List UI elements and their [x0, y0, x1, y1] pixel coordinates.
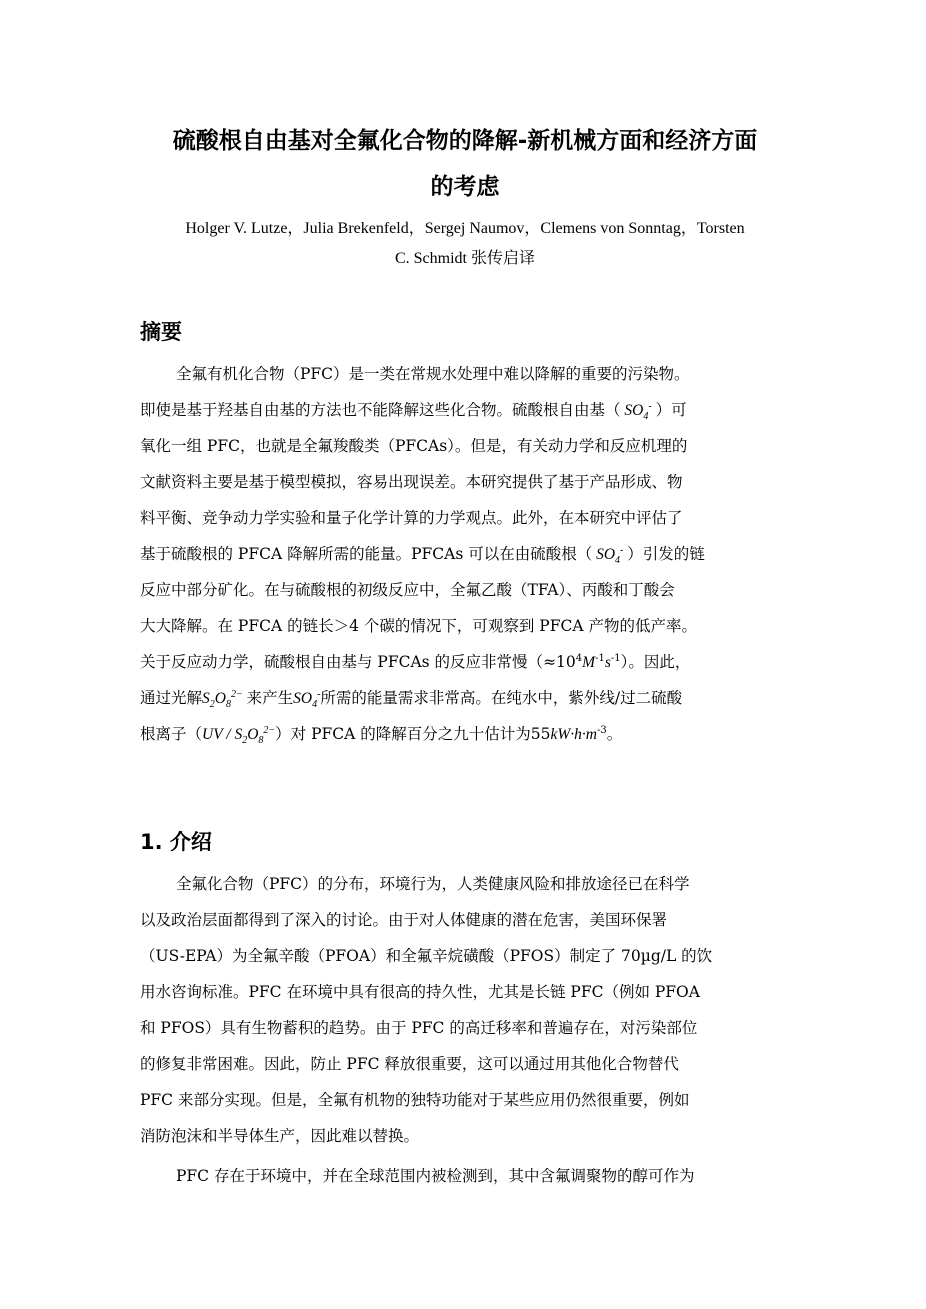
intro-line: PFC 存在于环境中，并在全球范围内被检测到，其中含氟调聚物的醇可作为	[176, 1167, 695, 1185]
abstract-text: 通过光解	[140, 689, 203, 707]
intro-line: 的修复非常困难。因此，防止 PFC 释放很重要，这可以通过用其他化合物替代	[140, 1055, 679, 1073]
abstract-text: 所需的能量需求非常高。在纯水中，紫外线/过二硫酸	[320, 689, 683, 707]
abstract-text: 。	[606, 725, 623, 743]
abstract-line: 大大降解。在 PFCA 的链长＞4 个碳的情况下，可观察到 PFCA 产物的低产率。	[140, 617, 697, 635]
intro-heading: 1. 介绍	[140, 830, 212, 854]
formula-so4-radical: $SO_4^-$	[293, 688, 321, 711]
abstract-paragraph	[140, 356, 788, 752]
title-line-1: 硫酸根自由基对全氟化合物的降解-新机械方面和经济方面	[172, 128, 758, 154]
abstract-text: ）引发的链	[627, 545, 705, 563]
intro-paragraph-1	[140, 866, 788, 1154]
intro-paragraph-2	[140, 1158, 788, 1194]
intro-line: 以及政治层面都得到了深入的讨论。由于对人体健康的潜在危害，美国环保署	[140, 911, 668, 929]
title-line-2: 的考虑	[430, 174, 500, 200]
intro-line: 和 PFOS）具有生物蓄积的趋势。由于 PFC 的高迁移率和普遍存在，对污染部位	[140, 1019, 698, 1037]
abstract-text: 即使是基于羟基自由基的方法也不能降解这些化合物。硫酸根自由基（	[140, 401, 621, 419]
abstract-text: 基于硫酸根的 PFCA 降解所需的能量。PFCAs 可以在由硫酸根（	[140, 545, 593, 563]
abstract-line: 氧化一组 PFC，也就是全氟羧酸类（PFCAs）。但是，有关动力学和反应机理的	[140, 437, 688, 455]
abstract-line	[140, 680, 788, 716]
abstract-line	[140, 716, 788, 752]
abstract-text: 根离子（	[140, 725, 203, 743]
intro-line: 全氟化合物（PFC）的分布，环境行为，人类健康风险和排放途径已在科学	[176, 875, 690, 893]
abstract-text: ）对 PFCA 的降解百分之九十估计为	[275, 725, 531, 743]
intro-line: 消防泡沫和半导体生产，因此难以替换。	[140, 1127, 420, 1145]
author-list	[140, 214, 790, 274]
abstract-line: 文献资料主要是基于模型模拟，容易出现误差。本研究提供了基于产品形成、物	[140, 473, 683, 491]
formula-uv-persulfate: UV / $S_2O_8^{2-}$	[202, 724, 276, 747]
abstract-text: 来产生	[246, 689, 294, 707]
abstract-text: ）可	[655, 401, 687, 419]
abstract-line: 全氟有机化合物（PFC）是一类在常规水处理中难以降解的重要的污染物。	[176, 365, 690, 383]
formula-energy: $55kW\cdot h\cdot m^{-3}$	[530, 724, 607, 743]
abstract-text: ）。因此，	[620, 653, 691, 671]
abstract-line	[140, 644, 788, 680]
formula-rate-constant: $\approx 10^4M^{-1}s^{-1}$	[543, 652, 621, 671]
abstract-text: 关于反应动力学，硫酸根自由基与 PFCAs 的反应非常慢（	[140, 653, 544, 671]
formula-so4-radical: $SO_4^-$	[620, 400, 652, 423]
abstract-heading: 摘要	[140, 320, 182, 344]
abstract-line: 反应中部分矿化。在与硫酸根的初级反应中，全氟乙酸（TFA）、丙酸和丁酸会	[140, 581, 675, 599]
intro-line: 用水咨询标准。PFC 在环境中具有很高的持久性，尤其是长链 PFC（例如 PFOA	[140, 983, 700, 1001]
authors-line-1: Holger V. Lutze，Julia Brekenfeld，Sergej Naumov，Clemens von Sonntag，Torsten	[185, 220, 745, 237]
abstract-line	[140, 392, 788, 428]
formula-so4-radical: $SO_4^-$	[592, 544, 624, 567]
formula-persulfate: $S_2O_8^{2-}$	[202, 688, 243, 711]
abstract-line	[140, 536, 788, 572]
abstract-line: 料平衡、竞争动力学实验和量子化学计算的力学观点。此外，在本研究中评估了	[140, 509, 683, 527]
intro-line: PFC 来部分实现。但是，全氟有机物的独特功能对于某些应用仍然很重要，例如	[140, 1091, 690, 1109]
authors-line-2: C. Schmidt 张传启译	[394, 250, 535, 267]
intro-line: （US-EPA）为全氟辛酸（PFOA）和全氟辛烷磺酸（PFOS）制定了 70µg/L 的饮	[140, 947, 713, 965]
paper-title	[140, 118, 790, 210]
